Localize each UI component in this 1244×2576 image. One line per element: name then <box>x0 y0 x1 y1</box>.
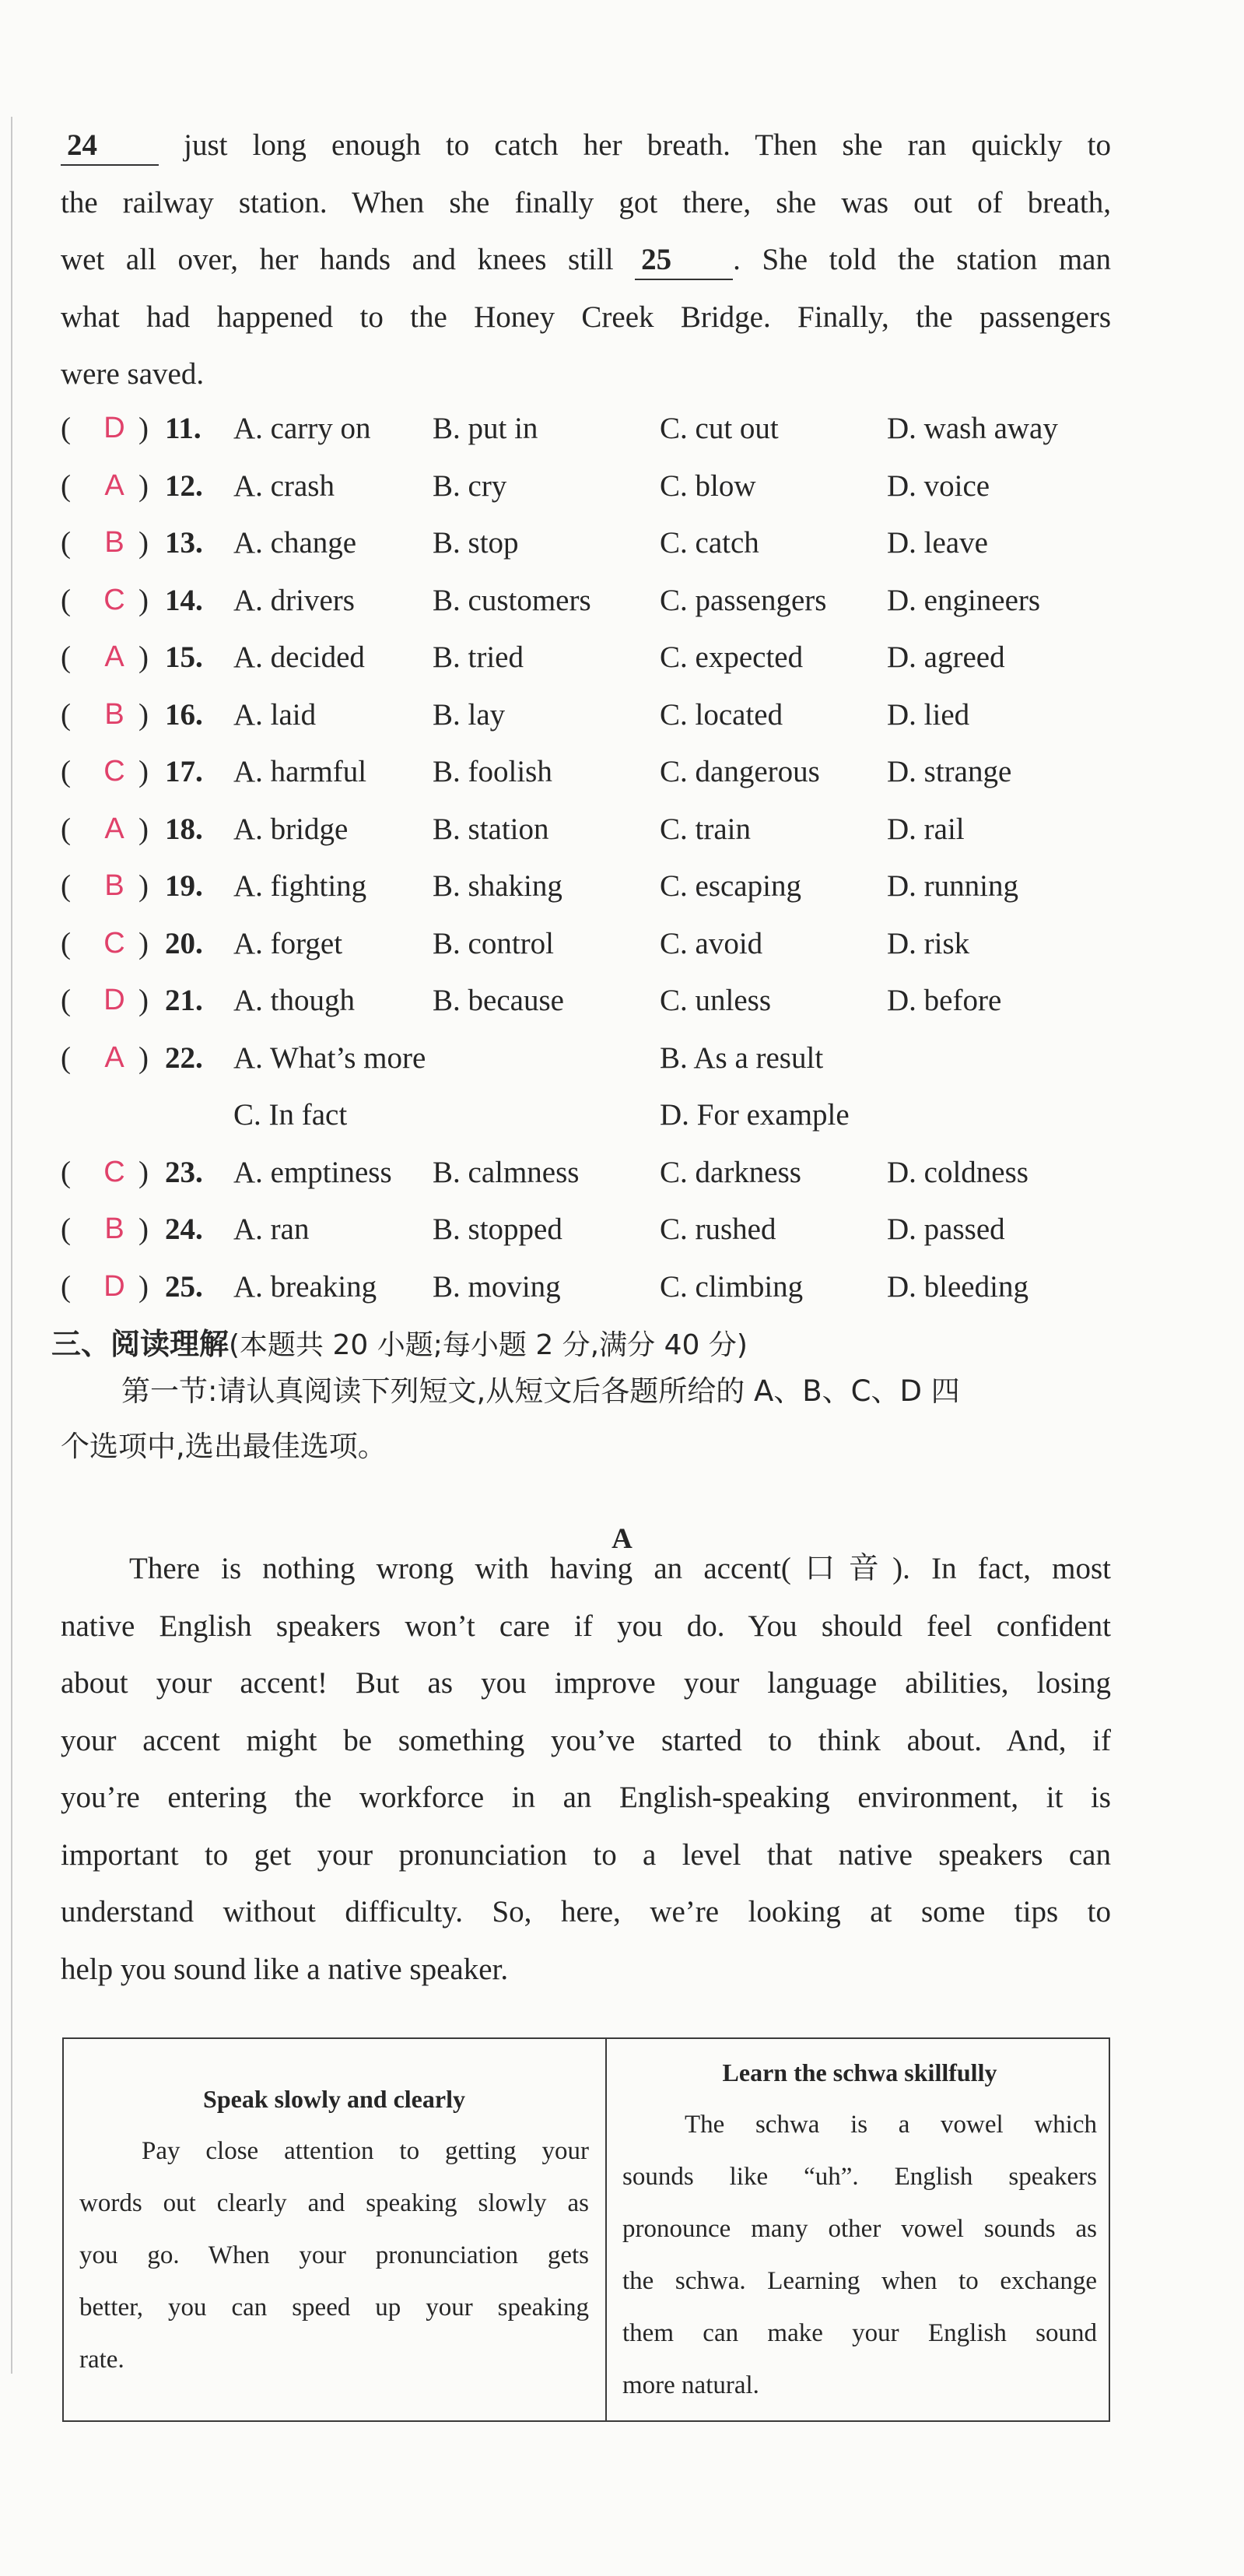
option-a: A. bridge <box>233 812 349 846</box>
paren-close: ) <box>138 583 149 617</box>
tip-line: the schwa. Learning when to exchange <box>622 2267 1097 2295</box>
story-line: were saved. <box>61 357 205 391</box>
option-d: D. agreed <box>887 640 1005 674</box>
option-b: B. station <box>433 812 549 846</box>
story-ending-paragraph <box>61 117 1111 403</box>
option-d: D. engineers <box>887 583 1041 617</box>
option-c: C. rushed <box>660 1213 776 1246</box>
paren-close: ) <box>138 1041 149 1075</box>
option-a: A. forget <box>233 926 343 960</box>
option-b: B. lay <box>433 697 506 732</box>
option-a: A. fighting <box>233 869 367 903</box>
question-number: 18. <box>165 812 203 846</box>
answer-mark: A <box>104 469 124 502</box>
question-number: 14. <box>165 583 203 617</box>
paren-close: ) <box>138 412 149 445</box>
option-a: A. ran <box>233 1213 310 1246</box>
passage-line: There is nothing wrong with having an accent(口音). In fact, most <box>129 1552 1111 1585</box>
answer-mark: C <box>103 583 125 616</box>
question-row <box>61 686 1150 744</box>
section-title: 三、阅读理解 <box>51 1327 230 1361</box>
story-text: just long enough to catch her breath. Then she ran quickly to <box>184 128 1111 162</box>
question-number: 11. <box>165 412 201 445</box>
question-row <box>61 915 1150 973</box>
passage-line: you’re entering the workforce in an English-speaking environment, it is <box>61 1781 1111 1814</box>
option-a: A. emptiness <box>233 1155 392 1189</box>
tip-line: you go. When your pronunciation gets <box>79 2241 589 2269</box>
option-c: C. cut out <box>660 412 779 445</box>
option-c: C. climbing <box>660 1269 804 1304</box>
paren-open: ( <box>61 755 71 788</box>
option-b: B. customers <box>433 583 591 617</box>
section-instructions <box>61 1363 1111 1474</box>
paren-close: ) <box>138 984 149 1017</box>
paren-close: ) <box>138 1213 149 1246</box>
question-number: 25. <box>165 1269 203 1304</box>
question-number: 20. <box>165 926 203 960</box>
paren-close: ) <box>138 755 149 788</box>
question-number: 23. <box>165 1155 203 1189</box>
paren-open: ( <box>61 984 71 1017</box>
passage-line: about your accent! But as you improve your language abilities, losing <box>61 1666 1111 1700</box>
option-d: D. coldness <box>887 1155 1028 1189</box>
paren-open: ( <box>61 640 71 674</box>
paren-close: ) <box>138 869 149 903</box>
story-line: the railway station. When she finally got there, she was out of breath, <box>61 185 1111 219</box>
option-d: D. strange <box>887 755 1012 788</box>
question-row <box>61 972 1150 1030</box>
question-row <box>61 858 1150 915</box>
answer-mark: D <box>103 984 125 1016</box>
question-row <box>61 1030 1150 1087</box>
paren-close: ) <box>138 1155 149 1189</box>
option-b: B. As a result <box>660 1041 824 1075</box>
option-c: C. darkness <box>660 1155 801 1189</box>
tip-title: Speak slowly and clearly <box>203 2085 465 2113</box>
option-d: D. before <box>887 984 1002 1017</box>
tip-line: words out clearly and speaking slowly as <box>79 2189 589 2217</box>
option-b: B. moving <box>433 1269 561 1304</box>
answer-mark: B <box>104 697 124 731</box>
option-c: C. located <box>660 697 783 732</box>
paren-open: ( <box>61 469 71 503</box>
tip-line: better, you can speed up your speaking <box>79 2293 589 2322</box>
option-b: B. foolish <box>433 755 552 788</box>
option-d: D. voice <box>887 469 990 503</box>
option-c: C. expected <box>660 640 804 674</box>
paren-open: ( <box>61 583 71 617</box>
option-a: A. What’s more <box>233 1041 426 1075</box>
option-d: D. bleeding <box>887 1269 1028 1304</box>
paren-open: ( <box>61 1213 71 1246</box>
question-number: 12. <box>165 469 203 503</box>
option-b: B. tried <box>433 640 524 674</box>
option-a: A. harmful <box>233 755 367 788</box>
option-d: D. running <box>887 869 1018 903</box>
passage-label: A <box>611 1523 633 1555</box>
tip-line: sounds like “uh”. English speakers <box>622 2163 1097 2191</box>
option-d: D. lied <box>887 697 970 732</box>
option-c: C. dangerous <box>660 755 820 788</box>
question-row <box>61 400 1150 458</box>
option-c: C. In fact <box>233 1098 348 1132</box>
answer-mark: A <box>104 1041 124 1074</box>
option-d: D. risk <box>887 926 970 960</box>
binding-rule <box>11 117 12 2374</box>
paren-close: ) <box>138 526 149 560</box>
tips-table <box>62 2037 1110 2422</box>
paren-open: ( <box>61 1041 71 1075</box>
option-d: D. passed <box>887 1213 1005 1246</box>
option-c: C. passengers <box>660 583 827 617</box>
paren-open: ( <box>61 412 71 445</box>
option-c: C. avoid <box>660 926 763 960</box>
question-row <box>61 1258 1150 1316</box>
question-number: 15. <box>165 640 203 674</box>
option-c: C. blow <box>660 469 756 503</box>
option-b: B. because <box>433 984 564 1017</box>
tip-cell-schwa <box>622 2039 1097 2420</box>
passage-line: native English speakers won’t care if you do. You should feel confident <box>61 1609 1111 1643</box>
answer-mark: D <box>103 1269 125 1303</box>
passage-paragraph <box>61 1540 1111 1998</box>
paren-open: ( <box>61 1269 71 1304</box>
answer-mark: C <box>103 926 125 960</box>
option-b: B. stopped <box>433 1213 562 1246</box>
paren-open: ( <box>61 926 71 960</box>
option-b: B. cry <box>433 469 507 503</box>
option-c: C. unless <box>660 984 772 1017</box>
option-b: B. control <box>433 926 554 960</box>
tip-line: pronounce many other vowel sounds as <box>622 2215 1097 2243</box>
option-b: B. shaking <box>433 869 562 903</box>
paren-close: ) <box>138 697 149 732</box>
story-text: . She told the station man <box>733 243 1111 276</box>
answer-mark: C <box>103 755 125 788</box>
answer-mark: A <box>104 812 124 845</box>
question-row <box>61 1201 1150 1258</box>
answer-mark: A <box>104 640 124 673</box>
tip-line: The schwa is a vowel which <box>685 2111 1097 2139</box>
passage-line: your accent might be something you’ve started to think about. And, if <box>61 1723 1111 1757</box>
paren-close: ) <box>138 812 149 846</box>
question-row-continued <box>61 1086 1150 1144</box>
paren-open: ( <box>61 526 71 560</box>
answer-mark: D <box>103 412 125 444</box>
option-d: D. wash away <box>887 412 1058 445</box>
paren-close: ) <box>138 1269 149 1304</box>
paren-open: ( <box>61 812 71 846</box>
answer-mark: B <box>104 1213 124 1245</box>
table-divider <box>605 2039 607 2420</box>
option-a: A. decided <box>233 640 365 674</box>
section-note: (本题共 20 小题;每小题 2 分,满分 40 分) <box>229 1329 748 1361</box>
question-number: 21. <box>165 984 203 1017</box>
passage-line: help you sound like a native speaker. <box>61 1952 509 1986</box>
tip-line: them can make your English sound <box>622 2319 1097 2347</box>
option-a: A. change <box>233 526 357 560</box>
paren-close: ) <box>138 640 149 674</box>
tip-line: more natural. <box>622 2371 759 2399</box>
cloze-question-list <box>61 400 1150 1315</box>
option-d: D. rail <box>887 812 965 846</box>
section-heading <box>51 1321 748 1369</box>
option-a: A. crash <box>233 469 335 503</box>
passage-line: understand without difficulty. So, here, we’re looking at some tips to <box>61 1895 1111 1928</box>
tip-title: Learn the schwa skillfully <box>722 2058 997 2086</box>
option-d: D. leave <box>887 526 988 560</box>
question-row <box>61 1144 1150 1202</box>
blank-24: 24 <box>61 128 159 166</box>
option-c: C. escaping <box>660 869 801 903</box>
answer-mark: B <box>104 526 124 559</box>
option-a: A. laid <box>233 697 317 732</box>
question-row <box>61 458 1150 515</box>
option-c: C. train <box>660 812 751 846</box>
question-row <box>61 514 1150 572</box>
question-number: 13. <box>165 526 203 560</box>
story-line <box>61 117 1111 174</box>
instruction-line: 个选项中,选出最佳选项。 <box>61 1430 387 1463</box>
option-a: A. though <box>233 984 355 1017</box>
question-number: 19. <box>165 869 203 903</box>
paren-close: ) <box>138 926 149 960</box>
blank-25: 25 <box>635 242 733 280</box>
answer-mark: C <box>103 1155 125 1188</box>
story-text: wet all over, her hands and knees still <box>61 243 614 276</box>
option-c: C. catch <box>660 526 759 560</box>
question-row <box>61 572 1150 630</box>
option-d: D. For example <box>660 1098 850 1132</box>
option-b: B. calmness <box>433 1155 580 1189</box>
tip-line: Pay close attention to getting your <box>142 2137 589 2165</box>
tip-line: rate. <box>79 2346 124 2374</box>
question-number: 22. <box>165 1041 203 1075</box>
question-row <box>61 743 1150 801</box>
instruction-line: 第一节:请认真阅读下列短文,从短文后各题所给的 A、B、C、D 四 <box>121 1374 960 1408</box>
option-b: B. stop <box>433 526 519 560</box>
paren-open: ( <box>61 697 71 732</box>
question-row <box>61 629 1150 686</box>
answer-mark: B <box>104 869 124 902</box>
story-line <box>61 231 1111 289</box>
option-a: A. carry on <box>233 412 371 445</box>
story-line: what had happened to the Honey Creek Bridge. Finally, the passengers <box>61 300 1111 334</box>
question-number: 16. <box>165 697 203 732</box>
option-a: A. drivers <box>233 583 355 617</box>
option-a: A. breaking <box>233 1269 377 1304</box>
question-number: 17. <box>165 755 203 788</box>
question-number: 24. <box>165 1213 203 1246</box>
paren-open: ( <box>61 1155 71 1189</box>
option-b: B. put in <box>433 412 538 445</box>
question-row <box>61 801 1150 858</box>
passage-line: important to get your pronunciation to a level that native speakers can <box>61 1837 1111 1872</box>
paren-open: ( <box>61 869 71 903</box>
paren-close: ) <box>138 469 149 503</box>
tip-cell-speak-slowly <box>79 2039 589 2420</box>
